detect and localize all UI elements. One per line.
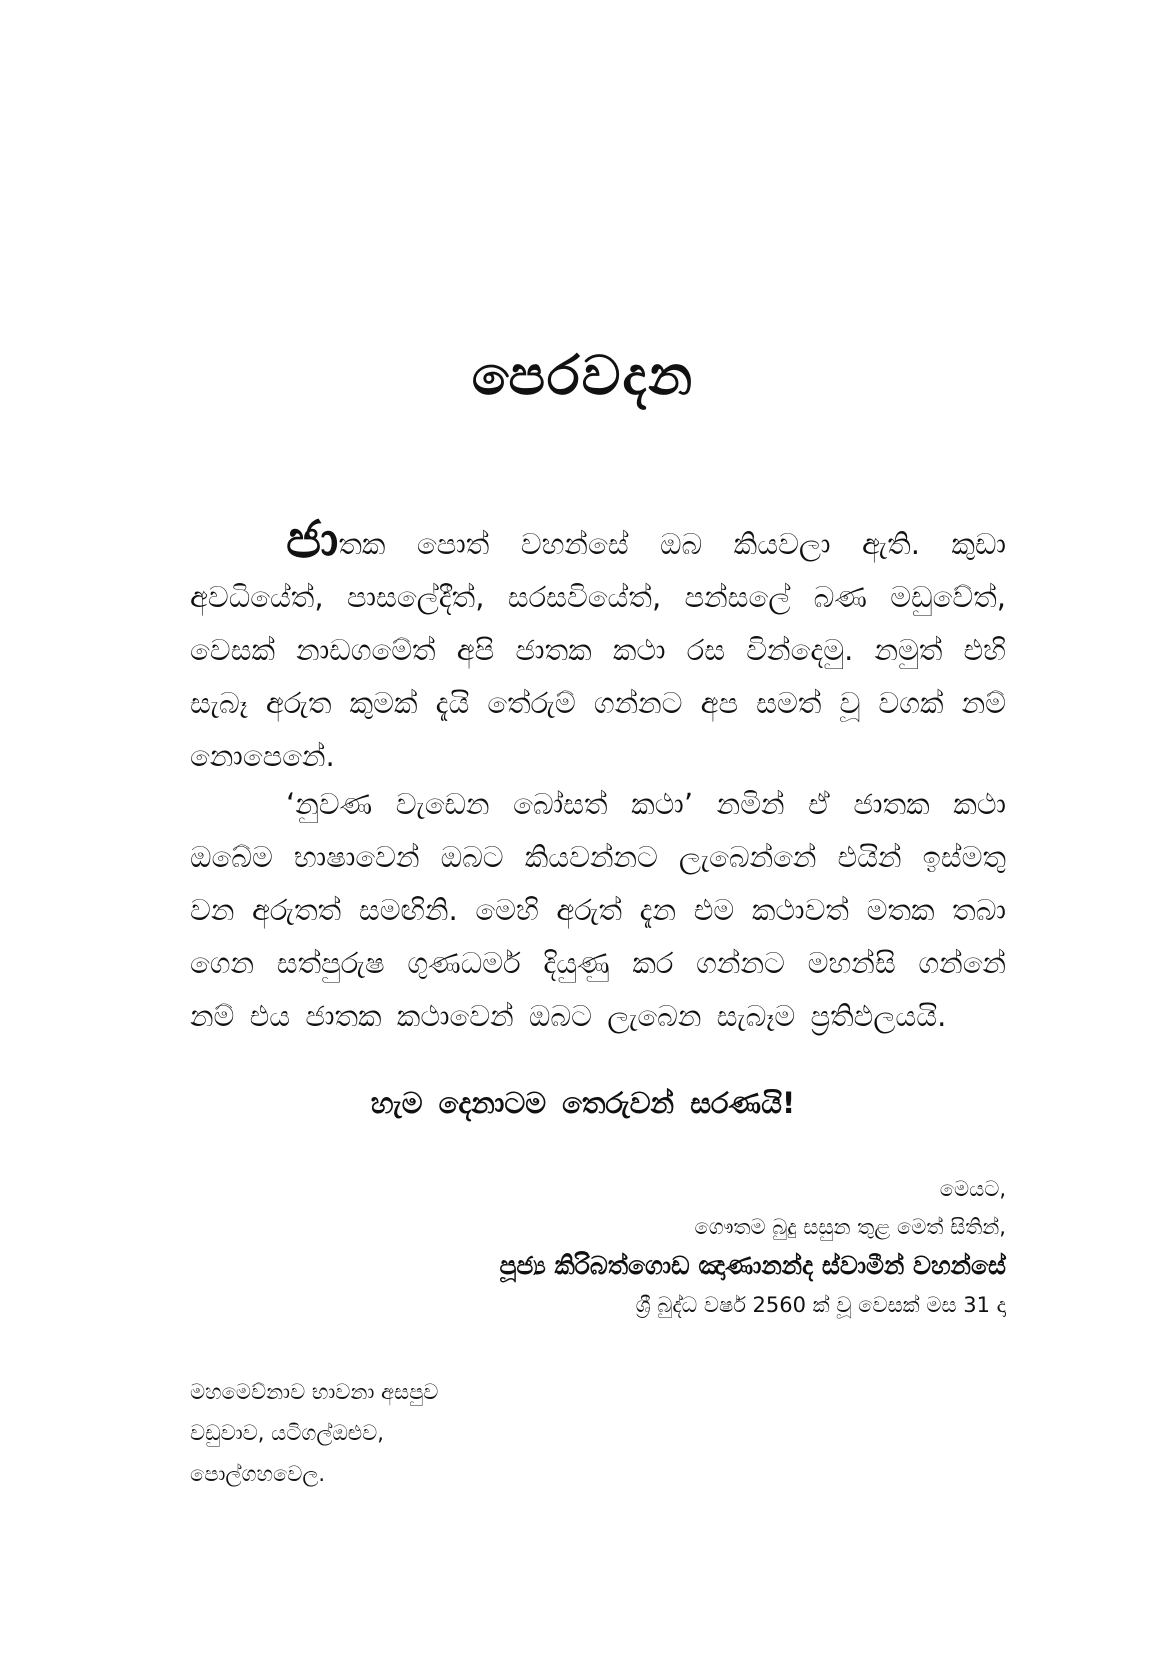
page-title: පෙරවදන [471,344,695,407]
address-line-3: පොල්ගහවෙල. [190,1462,326,1486]
signature-name: පූජ්‍ය කිරිබත්ගොඩ ඤාණානන්ද ස්වාමීන් වහන්සේ [499,1251,1006,1280]
signature-greeting: ගෞතම බුදු සසුන තුළ මෙත් සිතින්, [694,1215,1006,1239]
address-line-2: වඩුවාව, යටිගල්ඔළුව, [190,1421,384,1445]
drop-cap: ජා [286,510,339,570]
signature-block [206,1170,1006,1324]
address-block [190,1372,790,1495]
paragraph-1-text: තක පොත් වහන්සේ ඔබ කියවලා ඇති. කුඩා අවධියේත්, පාසලේදීත්, සරසවියේත්, පන්සලේ බණ මඩුවේත්, වෙසක් නාඩගමේත් අපි ජාතක කථා රස වින්දෙමු. නමුත් එහි සැබෑ අරුත කුමක් දැයි තේරුම් ගන්නට අප සමත් වූ වගක් නම් නොපෙනේ. [190,527,1006,773]
signature-salutation: මෙයට, [939,1177,1006,1201]
address-line-1: මහමෙව්නාව භාවනා අසපුව [190,1380,439,1404]
paragraph-2-text: ‘නුවණ වැඩෙන බෝසත් කථා’ නමින් ඒ ජාතක කථා ඔබේම භාෂාවෙන් ඔබට කියවන්නට ලැබෙන්නේ එයින් ඉස්මතු වන අරුතත් සමඟිනි. මෙහි අරුත් දැන එම කථාවත් මතක තබා ගෙන සත්පුරුෂ ගුණධර්ම දියුණු කර ගන්නට මහන්සි ගන්නේ නම් එය ජාතක කථාවෙන් ඔබට ලැබෙන සැබෑම ප්‍රතිඵලයයි. [190,787,1006,1033]
paragraph-1 [190,510,1006,783]
blessing-line: හැම දෙනාටම තෙරුවන් සරණයි! [370,1086,796,1120]
paragraph-2 [190,778,1006,1043]
signature-date: ශ්‍රී බුද්ධ වර්ෂ 2560 ක් වූ වෙසක් මස 31 දා [635,1293,1006,1317]
